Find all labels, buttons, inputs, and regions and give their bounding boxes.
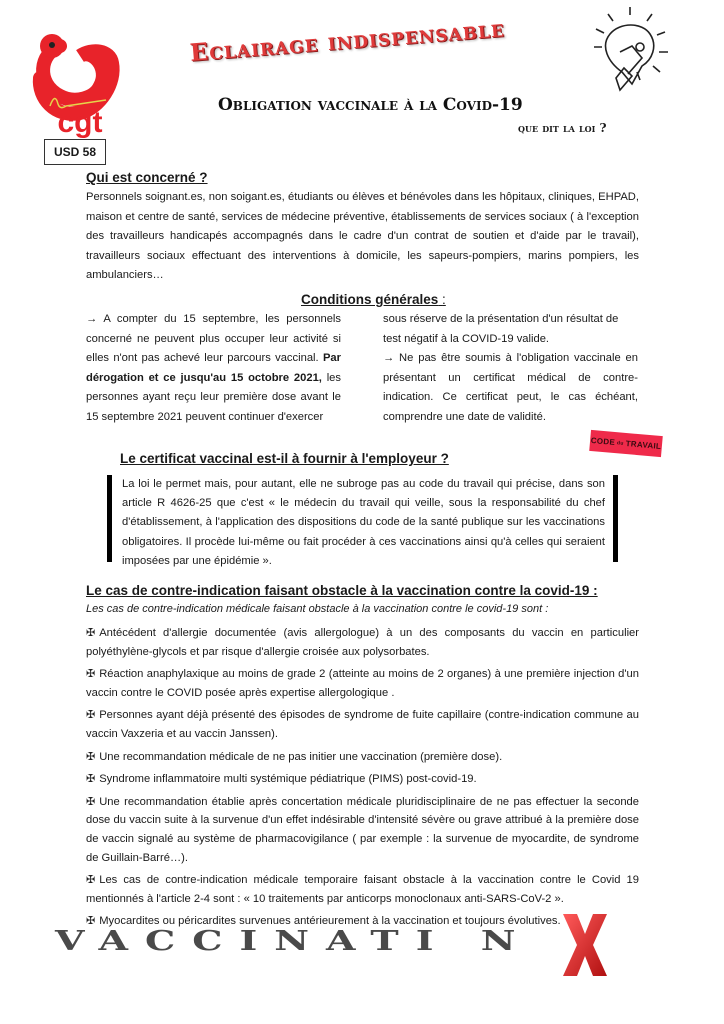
maltese-cross-icon: ✠ (86, 668, 96, 681)
list-item (86, 871, 639, 908)
stamp-word-2: du (616, 439, 625, 447)
maltese-cross-icon: ✠ (86, 709, 96, 722)
list-item (86, 706, 639, 743)
page-subtitle: que dit la loi ? (518, 121, 607, 135)
maltese-cross-icon: ✠ (86, 750, 96, 763)
list-item-text: Réaction anaphylaxique au moins de grade 2 (atteinte au moins de 2 organes) à une première injection d'un vaccin contre le COVID posée après expertise allergologique . (86, 668, 639, 699)
usd-badge: USD 58 (44, 139, 106, 165)
conditions-text-1b: les personnes ayant reçu leur première dose avant le 15 septembre 2021 peuvent continuer d'exercer (86, 371, 341, 423)
list-item-text: Antécédent d'allergie documentée (avis allergologue) à un des composants du vaccin en particulier polyéthylène-glycols et par risque d'allergie croisée aux polysorbates. (86, 627, 639, 658)
section-text-qui: Personnels soignant.es, non soigant.es, étudiants ou élèves et bénévoles dans les hôpitaux, cliniques, EHPAD, maison et centre de santé, services de médecine préventive, établissements de services sociaux ( à l'exception des travailleurs handicapés accompagnés dans le cadre d'un contrat de soutien et d'aide par le travail), travailleurs sociaux effectuant des interventions à domicile, les sapeurs-pompiers, marins pompiers, les ambulanciers… (86, 191, 639, 281)
cgt-wordmark: cgt (57, 106, 103, 139)
maltese-cross-icon: ✠ (86, 627, 96, 639)
conditions-heading-text: Conditions générales (301, 292, 439, 307)
page-title: Obligation vaccinale à la Covid-19 (218, 95, 523, 115)
list-item-text: Les cas de contre-indication médicale temporaire faisant obstacle à la vaccination contre le Covid 19 mentionnés à l'article 2-4 sont : « 10 traitements par anticorps monoclonaux anti-SARS-CoV-2 ». (86, 874, 639, 905)
list-item (86, 624, 639, 661)
conditions-text-2b: → Ne pas être soumis à l'obligation vaccinale en présentant un certificat médical de contre-indication. Ce certificat peut, le cas échéant, comprendre une date de validité. (383, 352, 638, 423)
conditions-colon: : (442, 292, 446, 307)
section-heading-conditions (301, 292, 446, 307)
banner-title: Eclairage indispensable (188, 13, 506, 67)
maltese-cross-icon: ✠ (86, 874, 96, 887)
cgt-logo (30, 28, 130, 140)
list-item-text: Personnes ayant déjà présenté des épisodes de syndrome de fuite capillaire (contre-indication commune au vaccin Vaxzeria et au vaccin Janssen). (86, 709, 639, 740)
code-du-travail-stamp (589, 430, 663, 457)
stamp-word-3: TRAVAIL (625, 438, 662, 452)
list-item (86, 748, 639, 767)
list-item (86, 665, 639, 702)
certificat-quote-box (107, 475, 618, 567)
contre-indication-list (86, 624, 639, 935)
maltese-cross-icon: ✠ (86, 795, 96, 808)
conditions-text-bold: Par dérogation et ce jusqu'au 15 octobre 2021, (86, 352, 341, 384)
list-item (86, 770, 639, 789)
section-heading-certificat: Le certificat vaccinal est-il à fournir à l'employeur ? (120, 451, 449, 466)
lightbulb-pencil-icon (580, 2, 680, 102)
list-item-text: Une recommandation médicale de ne pas initier une vaccination (première dose). (99, 750, 503, 763)
conditions-text-1a: → A compter du 15 septembre, les personnels concerné ne peuvent plus occuper leur activité si elles n'ont pas achevé leur parcours vaccinal. (86, 313, 341, 364)
conditions-column-2 (383, 310, 638, 427)
conditions-column-1 (86, 310, 341, 427)
red-x-icon (557, 910, 613, 980)
stamp-word-1: CODE (590, 435, 616, 448)
conditions-text-2a: sous réserve de la présentation d'un résultat de test négatif à la COVID-19 valide. (383, 313, 619, 345)
list-item-text: Une recommandation établie après concertation médicale pluridisciplinaire de ne pas effectuer la seconde dose du vaccin suite à la survenue d'un effet indésirable d'intensité sévère ou grave attribué à la première dose de vaccin signalé au système de pharmacovigilance ( par exemple : la survenue de myocardite, de syndrome de Guillain-Barré…). (86, 795, 639, 864)
vaccination-word: VACCINATI N (55, 924, 533, 957)
section-heading-qui: Qui est concerné ? (86, 170, 208, 185)
maltese-cross-icon: ✠ (86, 773, 96, 786)
certificat-text: La loi le permet mais, pour autant, elle ne subroge pas au code du travail qui précise, dans son article R 4626-25 que c'est « le médecin du travail qui veille, sous la responsabilité du chef d'établissement, à l'application des dispositions du code de la santé publique sur les vaccinations obligatoires. Il procède lui-même ou fait procéder à ces vaccinations ainsi qu'à celles qui seraient imposées par une épidémie ». (122, 478, 605, 567)
section-subheading-contre-indication: Les cas de contre-indication médicale faisant obstacle à la vaccination contre le covid-19 sont : (86, 603, 549, 615)
maltese-cross-icon: ✠ (86, 915, 96, 928)
list-item-text: Myocardites ou péricardites survenues antérieurement à la vaccination et toujours évolutives. (99, 915, 561, 928)
section-heading-contre-indication: Le cas de contre-indication faisant obstacle à la vaccination contre la covid-19 : (86, 583, 598, 598)
list-item (86, 793, 639, 867)
list-item-text: Syndrome inflammatoire multi systémique pédiatrique (PIMS) post-covid-19. (99, 773, 477, 786)
